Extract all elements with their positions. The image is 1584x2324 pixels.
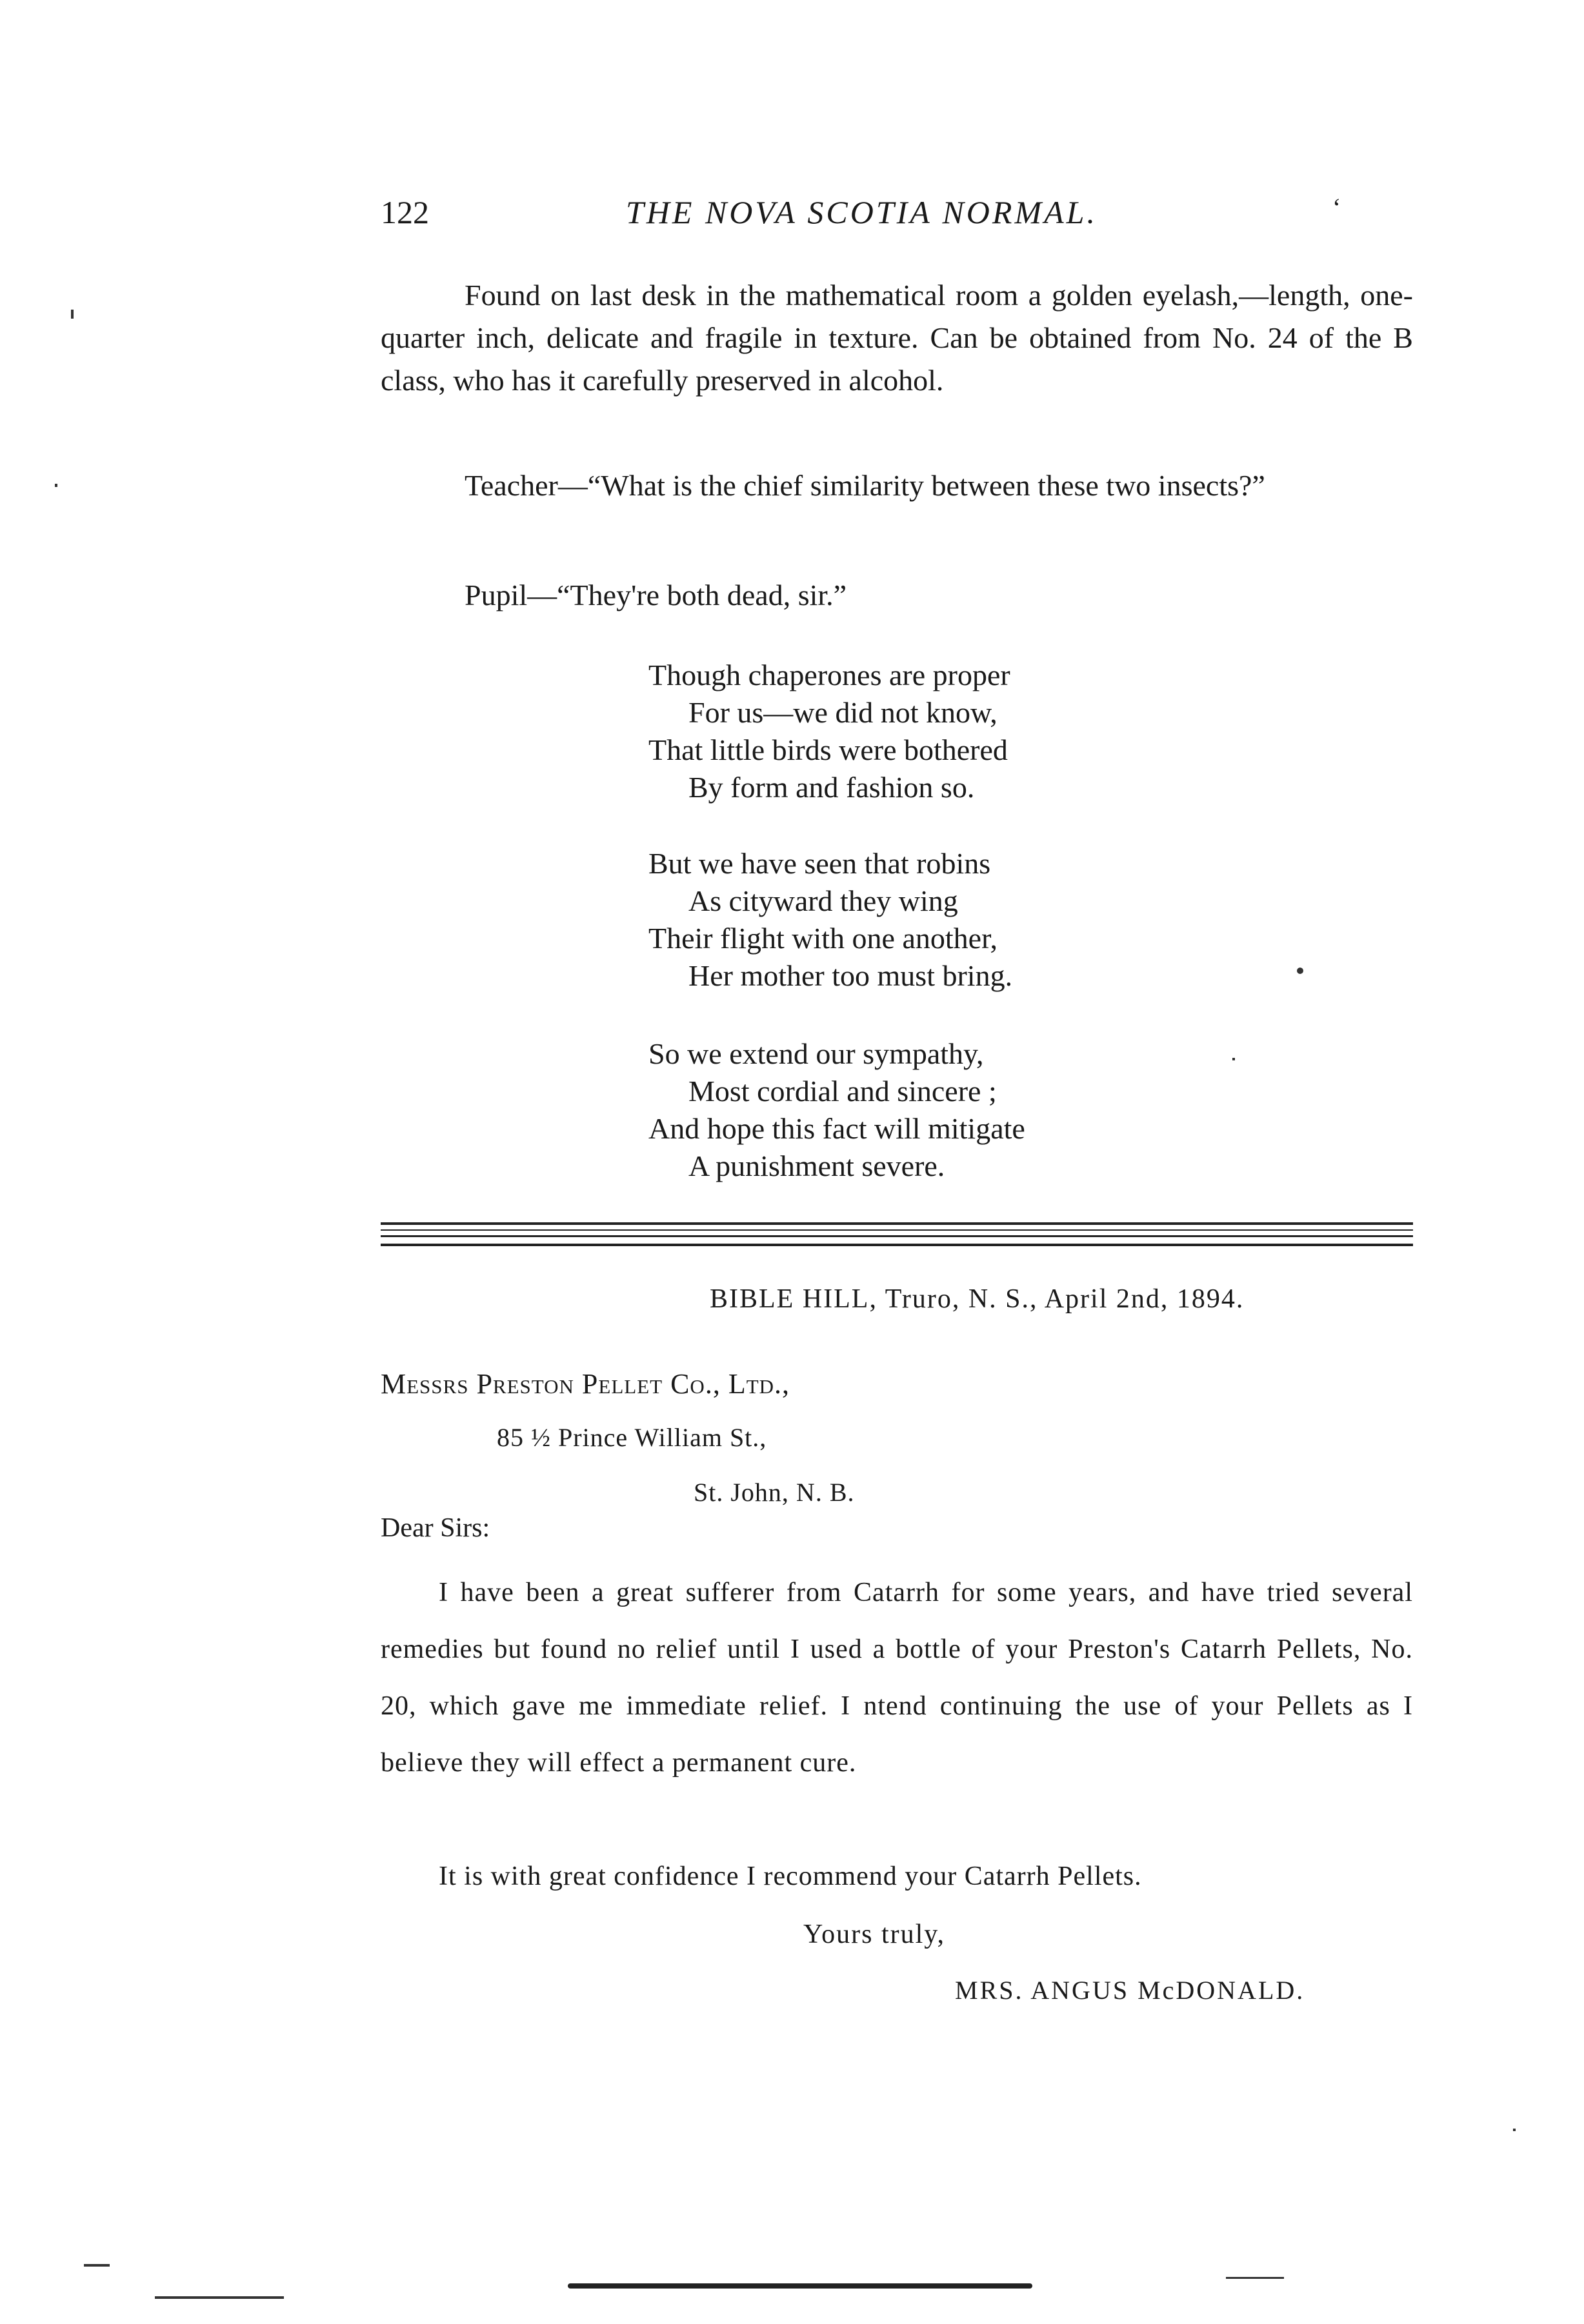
paragraph-teacher: Teacher—“What is the chief similarity between these two insects?” — [465, 469, 1265, 502]
scan-edge-line — [568, 2283, 1032, 2289]
scan-speck — [1513, 2129, 1516, 2131]
poem-line: That little birds were bothered — [648, 733, 1008, 766]
divider-rule — [381, 1229, 1413, 1231]
poem-stanza-3 — [648, 1035, 1229, 1185]
poem-line: Most cordial and sincere ; — [688, 1075, 997, 1107]
letter-address-line: Messrs Preston Pellet Co., Ltd., — [381, 1368, 790, 1400]
letter-paragraph: I have been a great sufferer from Catarrh for some years, and have tried several remedies but found no relief until I used a bottle of your Preston's Catarrh Pellets, No. 20, which gave me immediate relief. I ntend continuing the use of your Pellets as I believe they will effect a permanent cure. — [381, 1578, 1413, 1778]
running-title: THE NOVA SCOTIA NORMAL. — [626, 194, 1098, 230]
scan-speck — [1226, 2277, 1284, 2279]
poem-line: And hope this fact will mitigate — [648, 1112, 1025, 1145]
letter-signature: MRS. ANGUS McDONALD. — [955, 1976, 1305, 2005]
page-header — [381, 194, 1413, 245]
poem-stanza-1 — [648, 657, 1229, 806]
scan-speck — [71, 310, 74, 319]
poem-line: Their flight with one another, — [648, 922, 998, 955]
poem-line: For us—we did not know, — [688, 696, 998, 729]
poem-stanza-2 — [648, 845, 1229, 995]
scan-speck — [84, 2264, 110, 2267]
divider-rule — [381, 1222, 1413, 1225]
scan-speck — [1297, 968, 1303, 974]
poem-line: Though chaperones are proper — [648, 659, 1010, 691]
print-mark: ‘ — [1332, 193, 1341, 222]
poem-line: But we have seen that robins — [648, 847, 991, 880]
letter-salutation: Dear Sirs: — [381, 1513, 490, 1543]
poem-line: As cityward they wing — [688, 884, 958, 917]
poem-line: By form and fashion so. — [688, 771, 975, 804]
divider-rule — [381, 1244, 1413, 1246]
paragraph-pupil: Pupil—“They're both dead, sir.” — [465, 579, 847, 611]
scan-speck — [55, 484, 57, 487]
scan-speck — [1232, 1058, 1235, 1060]
letter-address-line: 85 ½ Prince William St., — [497, 1423, 767, 1452]
letter-paragraph: It is with great confidence I recommend your Catarrh Pellets. — [439, 1862, 1142, 1891]
poem-line: Her mother too must bring. — [688, 959, 1013, 992]
letter-closing: Yours truly, — [803, 1920, 946, 1949]
page-number: 122 — [381, 194, 429, 230]
letter-address-line: St. John, N. B. — [694, 1478, 855, 1507]
scan-speck — [155, 2296, 284, 2299]
poem-line: So we extend our sympathy, — [648, 1037, 984, 1070]
divider-rule — [381, 1235, 1413, 1237]
paragraph-eyelash: Found on last desk in the mathematical room a golden eyelash,—length, one-quarter inch, delicate and fragile in texture. Can be obtained from No. 24 of the B class, who has it carefully preserved in alcohol. — [381, 279, 1413, 397]
letter-dateline: BIBLE HILL, Truro, N. S., April 2nd, 1894. — [710, 1284, 1245, 1314]
poem-line: A punishment severe. — [688, 1149, 945, 1182]
